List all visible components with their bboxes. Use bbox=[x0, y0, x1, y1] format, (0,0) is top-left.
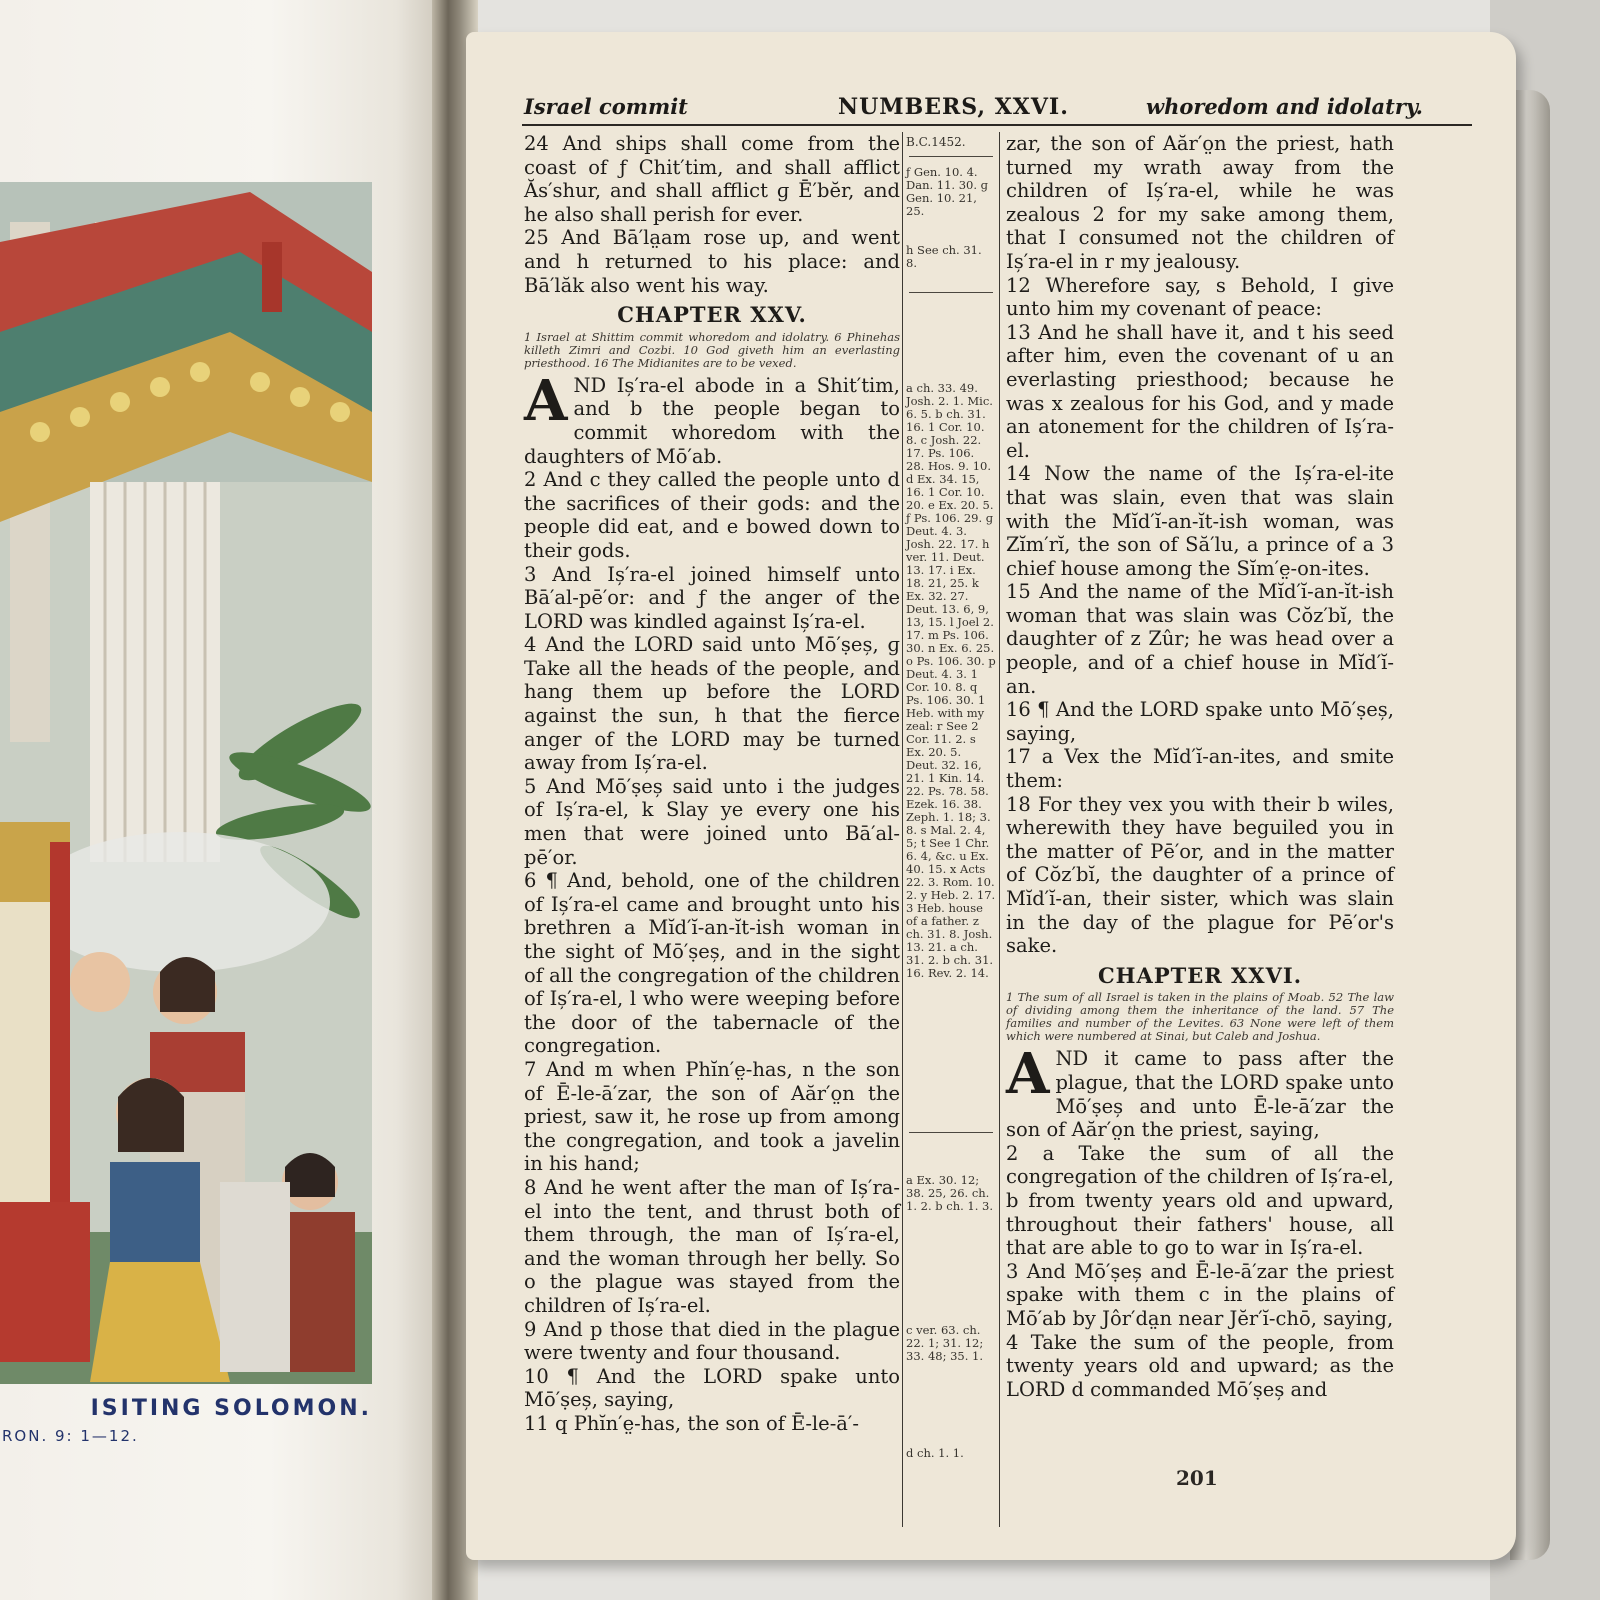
drop-cap: A bbox=[524, 367, 568, 434]
verse: 3 And Iș′ra-el joined himself unto Bā′al-pē′or: and ƒ the anger of the LORD was kindled against Iș′ra-el. bbox=[524, 562, 900, 633]
reference-rule bbox=[909, 156, 993, 157]
verse: 3 And Mō′ṣeș and Ē-le-ā′zar the priest spake with them c in the plains of Mō′ab by Jôr′da̤n near Jĕr′ĭ-chō, saying, bbox=[1006, 1259, 1394, 1330]
chapter-summary: 1 The sum of all Israel is taken in the plains of Moab. 52 The law of dividing among them the inheritance of the land. 57 The families and number of the Levites. 63 None were left of them which were numbered at Sinai, but Caleb and Joshua. bbox=[1006, 990, 1394, 1044]
reference-block: a Ex. 30. 12; 38. 25, 26. ch. 1. 2. b ch. 1. 3. bbox=[906, 1173, 994, 1213]
verse: 25 And Bā′la̤am rose up, and went and h returned to his place: and Bā′lăk also went his way. bbox=[524, 226, 900, 297]
verse: 7 And m when Phĭn′e̤-has, n the son of Ē-le-ā′zar, the son of Aăr′o̤n the priest, saw it, he rose up from among the congregation, and took a javelin in his hand; bbox=[524, 1057, 900, 1176]
header-rule bbox=[522, 124, 1472, 126]
verse-text: ND Iș′ra-el abode in a Shit′tim, and b the people began to commit whoredom with the daughters of Mō′ab. bbox=[524, 373, 900, 468]
caption-title: ISITING SOLOMON. bbox=[90, 1396, 372, 1421]
verse: 4 And the LORD said unto Mō′ṣeș, ɡ Take all the heads of the people, and hang them up before the LORD against the sun, h that the fierce anger of the LORD may be turned away from Iș′ra-el. bbox=[524, 633, 900, 775]
verse: 18 For they vex you with their b wiles, wherewith they have beguiled you in the matter of Pē′or, and in the matter of Cŏz′bĭ, the daughter of a prince of Mĭd′ĭ-an, their sister, which was slain in the day of the plague for Pē′or's sake. bbox=[1006, 792, 1394, 958]
illustration-image bbox=[0, 182, 372, 1384]
verse: 8 And he went after the man of Iș′ra-el into the tent, and thrust both of them through, the man of Iș′ra-el, and the woman through her belly. So o the plague was stayed from the children of Iș′ra-el. bbox=[524, 1175, 900, 1317]
reference-block: h See ch. 31. 8. bbox=[906, 243, 982, 270]
reference-block: ƒ Gen. 10. 4. Dan. 11. 30. ɡ Gen. 10. 21, 25. bbox=[906, 165, 989, 218]
verse: 11 q Phĭn′e̤-has, the son of Ē-le-ā′- bbox=[524, 1411, 859, 1435]
verse-text: ND it came to pass after the plague, that the LORD spake unto Mō′ṣeș and unto Ē-le-ā′zar the son of Aăr′o̤n the priest, saying, bbox=[1006, 1047, 1394, 1142]
verse: 9 And p those that died in the plague were twenty and four thousand. bbox=[524, 1317, 900, 1365]
running-head-title: NUMBERS, XXVI. bbox=[838, 94, 1069, 120]
reference-block: a ch. 33. 49. Josh. 2. 1. Mic. 6. 5. b ch. 31. 16. 1 Cor. 10. 8. c Josh. 22. 17. Ps. 106. 28. Hos. 9. 10. d Ex. 34. 15, 16. 1 Cor. 10. 20. e Ex. 20. 5. ƒ Ps. 106. 29. ɡ Deut. 4. 3. Josh. 22. 17. h ver. 11. Deut. 13. 17. i Ex. 18. 21, 25. k Ex. 32. 27. Deut. 13. 6, 9, 13, 15. l Joel 2. 17. m Ps. 106. 30. n Ex. 6. 25. o Ps. 106. 30. p Deut. 4. 3. 1 Cor. 10. 8. q Ps. 106. 30. 1 Heb. with my zeal: r See 2 Cor. 11. 2. s Ex. 20. 5. Deut. 32. 16, 21. 1 Kin. 14. 22. Ps. 78. 58. Ezek. 16. 38. Zeph. 1. 18; 3. 8. s Mal. 2. 4, 5; t See 1 Chr. 6. 4, &c. u Ex. 40. 15. x Acts 22. 3. Rom. 10. 2. y Heb. 2. 17. 3 Heb. house of a father. z ch. 31. 8. Josh. 13. 21. a ch. 31. 2. b ch. 31. 16. Rev. 2. 14. bbox=[906, 381, 996, 980]
verse: 5 And Mō′ṣeș said unto i the judges of Iș′ra-el, k Slay ye every one his men that were joined unto Bā′al-pē′or. bbox=[524, 774, 900, 869]
verse: 12 Wherefore say, s Behold, I give unto him my covenant of peace: bbox=[1006, 273, 1394, 321]
date-reference: B.C.1452. bbox=[906, 135, 966, 149]
left-page bbox=[0, 0, 450, 1600]
cross-reference-column bbox=[902, 132, 1000, 1527]
text-column-left bbox=[524, 132, 900, 1435]
verse-first bbox=[1006, 1041, 1394, 1142]
chapter-heading: CHAPTER XXVI. bbox=[1097, 962, 1303, 988]
reference-rule bbox=[909, 1132, 993, 1133]
chapter-summary: 1 Israel at Shittim commit whoredom and idolatry. 6 Phinehas killeth Zimri and Cozbi. 10 God giveth him an everlasting priesthood. 16 The Midianites are to be vexed. bbox=[524, 329, 900, 370]
caption-reference: RON. 9: 1—12. bbox=[2, 1427, 139, 1445]
verse: 2 And c they called the people unto d the sacrifices of their gods: and the people did eat, and e bowed down to their gods. bbox=[524, 468, 900, 562]
verse: 14 Now the name of the Iș′ra-el-ite that was slain, even that was slain with the Mĭd′ĭ-an-ĭt-ish woman, was Zĭm′rĭ, the son of Să′lu, a prince of a 3 chief house among the Sĭm′e̤-on-ites. bbox=[1006, 462, 1394, 580]
verse: 10 ¶ And the LORD spake unto Mō′ṣeș, saying, bbox=[524, 1364, 900, 1412]
verse-first bbox=[524, 367, 900, 468]
verse: 13 And he shall have it, and t his seed after him, even the covenant of u an everlasting priesthood; because he was x zealous for his God, and y made an atonement for the children of Iș′ra-el. bbox=[1006, 320, 1394, 462]
verse: 2 a Take the sum of all the congregation of the children of Iș′ra-el, b from twenty years old and upward, throughout their fathers' house, all that are able to go to war in Iș′ra-el. bbox=[1006, 1141, 1394, 1260]
plate-caption bbox=[0, 1396, 372, 1445]
running-head-left: Israel commit bbox=[524, 94, 688, 119]
reference-rule bbox=[909, 292, 993, 293]
reference-block: d ch. 1. 1. bbox=[906, 1446, 964, 1460]
page-number: 201 bbox=[1176, 1466, 1218, 1490]
verse: 6 ¶ And, behold, one of the children of Iș′ra-el came and brought unto his brethren a Mĭd′ĭ-an-ĭt-ish woman in the sight of Mō′ṣeș, and in the sight of all the congregation of the children of Iș′ra-el, l who were weeping before the door of the tabernacle of the congregation. bbox=[524, 869, 900, 1058]
right-page bbox=[466, 32, 1516, 1560]
chapter-heading: CHAPTER XXV. bbox=[617, 302, 807, 328]
verse: 15 And the name of the Mĭd′ĭ-an-ĭt-ish woman that was slain was Cŏz′bĭ, the daughter of z Zûr; he was head over a people, and of a chief house in Mĭd′ĭ-an. bbox=[1006, 580, 1394, 698]
verse: zar, the son of Aăr′o̤n the priest, hath turned my wrath away from the children of Iș′ra-el, while he was zealous 2 for my sake among them, that I consumed not the children of Iș′ra-el in r my jealousy. bbox=[1006, 132, 1394, 273]
text-column-right bbox=[1006, 132, 1394, 1401]
verse: 4 Take the sum of the people, from twenty years old and upward; as the LORD d commanded Mō′ṣeș and bbox=[1006, 1330, 1394, 1401]
illustration-plate bbox=[0, 182, 372, 1384]
reference-block: c ver. 63. ch. 22. 1; 31. 12; 33. 48; 35. 1. bbox=[906, 1323, 984, 1363]
verse: 24 And ships shall come from the coast of ƒ Chit′tim, and shall afflict Ăs′shur, and shall afflict ɡ Ē′bĕr, and he also shall perish for ever. bbox=[524, 132, 900, 226]
page-block-edge bbox=[1510, 90, 1550, 1560]
running-head-right: whoredom and idolatry. bbox=[1146, 94, 1423, 119]
drop-cap: A bbox=[1006, 1041, 1050, 1108]
verse: 17 a Vex the Mĭd′ĭ-an-ites, and smite them: bbox=[1006, 745, 1394, 793]
verse: 16 ¶ And the LORD spake unto Mō′ṣeș, saying, bbox=[1006, 698, 1394, 745]
